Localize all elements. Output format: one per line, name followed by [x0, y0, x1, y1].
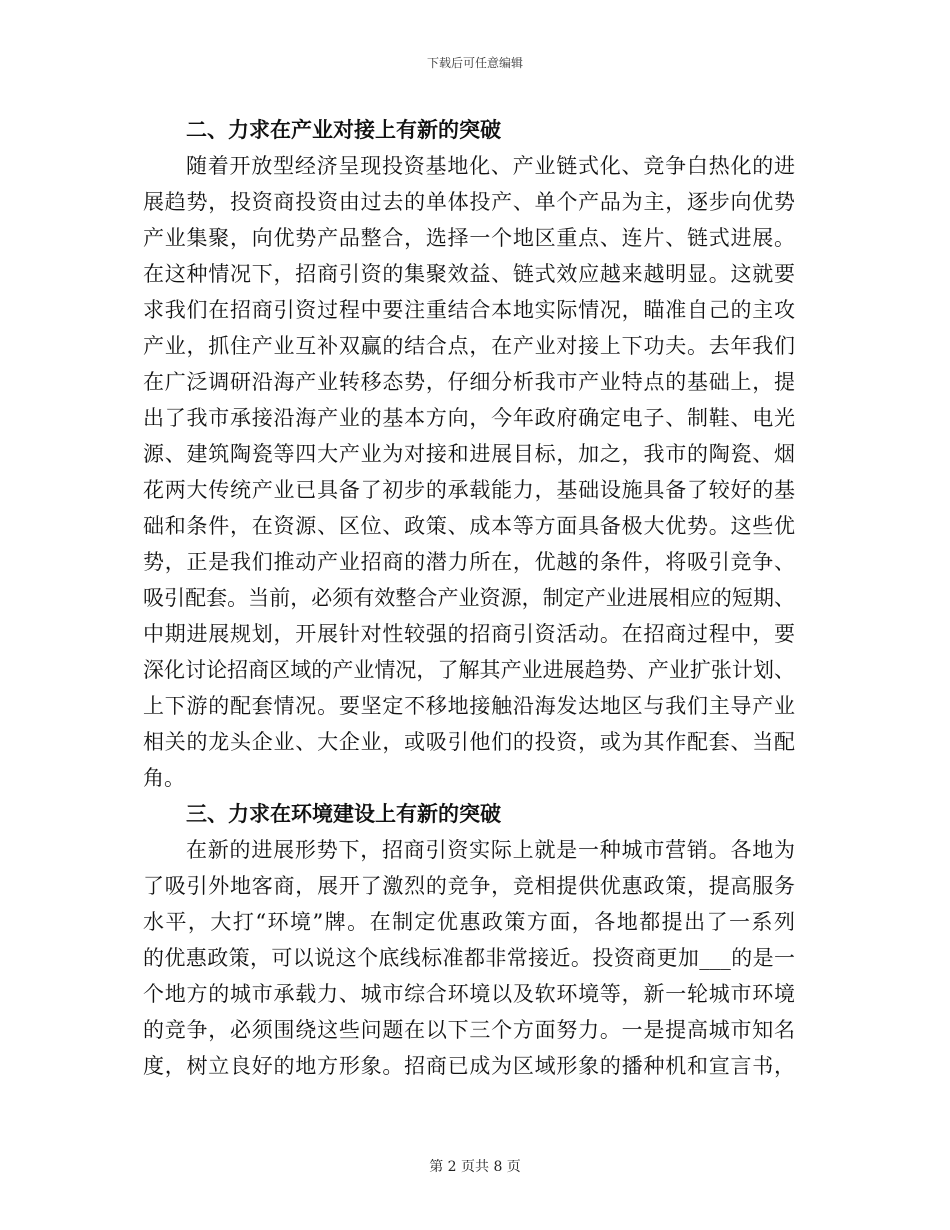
paragraph-line: 源、建筑陶瓷等四大产业为对接和进展目标，加之，我市的陶瓷、烟 — [143, 442, 795, 466]
page-footer: 第 2 页共 8 页 — [429, 1159, 521, 1175]
page-header: 下载后可任意编辑 — [426, 56, 523, 70]
section-heading: 三、力求在环境建设上有新的突破 — [186, 801, 501, 826]
paragraph-line: 在广泛调研沿海产业转移态势，仔细分析我市产业特点的基础上，提 — [143, 370, 795, 394]
paragraph-line: 的竞争，必须围绕这些问题在以下三个方面努力。一是提高城市知名 — [143, 1018, 795, 1042]
paragraph-line: 角。 — [143, 766, 185, 790]
paragraph-line: 础和条件，在资源、区位、政策、成本等方面具备极大优势。这些优 — [143, 514, 795, 538]
paragraph-line: 了吸引外地客商，展开了激烈的竞争，竞相提供优惠政策，提高服务 — [143, 874, 795, 898]
paragraph-line: 在这种情况下，招商引资的集聚效益、链式效应越来越明显。这就要 — [143, 262, 795, 286]
paragraph-line: 深化讨论招商区域的产业情况，了解其产业进展趋势、产业扩张计划、 — [143, 658, 795, 682]
paragraph-line: 出了我市承接沿海产业的基本方向，今年政府确定电子、制鞋、电光 — [143, 406, 795, 430]
paragraph-line: 展趋势，投资商投资由过去的单体投产、单个产品为主，逐步向优势 — [143, 190, 795, 214]
paragraph-line: 产业集聚，向优势产品整合，选择一个地区重点、连片、链式进展。 — [143, 226, 795, 250]
section-heading: 二、力求在产业对接上有新的突破 — [186, 117, 501, 142]
paragraph-line: 上下游的配套情况。要坚定不移地接触沿海发达地区与我们主导产业 — [143, 694, 795, 718]
paragraph-line: 吸引配套。当前，必须有效整合产业资源，制定产业进展相应的短期、 — [143, 586, 795, 610]
paragraph-line: 随着开放型经济呈现投资基地化、产业链式化、竞争白热化的进 — [186, 154, 795, 178]
paragraph-line: 度，树立良好的地方形象。招商已成为区域形象的播种机和宣言书， — [143, 1054, 795, 1078]
paragraph-line: 产业，抓住产业互补双赢的结合点，在产业对接上下功夫。去年我们 — [143, 334, 795, 358]
paragraph-line: 个地方的城市承载力、城市综合环境以及软环境等，新一轮城市环境 — [143, 982, 795, 1006]
paragraph-line: 的优惠政策，可以说这个底线标准都非常接近。投资商更加___的是一 — [143, 946, 795, 970]
paragraph-line: 水平，大打“环境”牌。在制定优惠政策方面，各地都提出了一系列 — [143, 910, 795, 934]
document-body — [143, 112, 795, 1084]
paragraph-line: 求我们在招商引资过程中要注重结合本地实际情况，瞄准自己的主攻 — [143, 298, 795, 322]
paragraph-line: 中期进展规划，开展针对性较强的招商引资活动。在招商过程中，要 — [143, 622, 795, 646]
paragraph-line: 相关的龙头企业、大企业，或吸引他们的投资，或为其作配套、当配 — [143, 730, 795, 754]
paragraph-line: 在新的进展形势下，招商引资实际上就是一种城市营销。各地为 — [186, 838, 795, 862]
paragraph-line: 花两大传统产业已具备了初步的承载能力，基础设施具备了较好的基 — [143, 478, 795, 502]
paragraph-line: 势，正是我们推动产业招商的潜力所在，优越的条件，将吸引竞争、 — [143, 550, 795, 574]
